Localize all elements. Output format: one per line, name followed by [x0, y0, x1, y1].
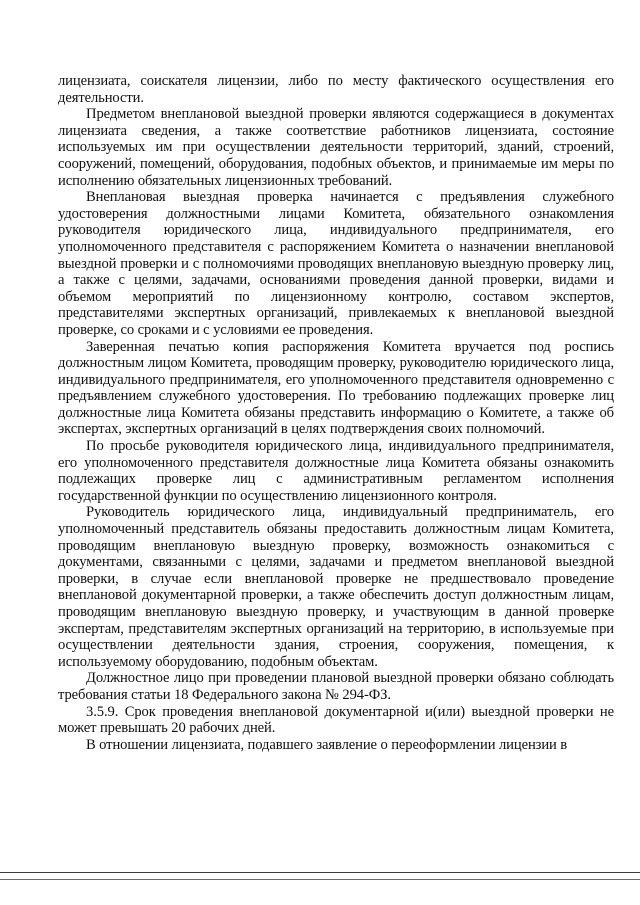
paragraph-7: Должностное лицо при проведении плановой выездной проверки обязано соблюдать требования статьи 18 Федерального закона № 294-ФЗ. [58, 670, 614, 703]
scan-edge-line [0, 872, 640, 873]
paragraph-1: лицензиата, соискателя лицензии, либо по месту фактического осуществления его деятельности. [58, 73, 614, 106]
paragraph-9: В отношении лицензиата, подавшего заявление о переоформлении лицензии в [86, 736, 568, 753]
paragraph-5: По просьбе руководителя юридического лица, индивидуального предпринимателя, его уполномоченного представителя должностные лица Комитета обязаны ознакомить подлежащих проверке лиц с административным регламентом исполнения государственной функции по осуществлению лицензионного контроля. [58, 438, 614, 504]
paragraph-2: Предметом внеплановой выездной проверки являются содержащиеся в документах лицензиата сведения, а также соответствие работников лицензиата, состояние используемых им при осуществлении деятельности территорий, зданий, строений, сооружений, помещений, оборудования, подобных объектов, и принимаемые им меры по исполнению обязательных лицензионных требований. [58, 106, 614, 189]
paragraph-8: 3.5.9. Срок проведения внеплановой документарной и(или) выездной проверки не может превышать 20 рабочих дней. [58, 703, 614, 737]
paragraph-6: Руководитель юридического лица, индивидуальный предприниматель, его уполномоченный представитель обязаны предоставить должностным лицам Комитета, проводящим внеплановую выездную проверку, возможность ознакомиться с документами, связанными с целями, задачами и предметом внеплановой выездной проверки, в случае если внеплановой проверке не предшествовало проведение внеплановой документарной проверки, а также обеспечить доступ должностным лицам, проводящим внеплановую выездную проверку, и участвующим в данной проверке экспертам, представителям экспертных организаций на территорию, в используемые при осуществлении деятельности здания, строения, сооружения, помещения, к используемому оборудованию, подобным объектам. [58, 504, 614, 670]
scan-edge-line [0, 879, 640, 880]
document-page [58, 73, 614, 753]
paragraph-3: Внеплановая выездная проверка начинается с предъявления служебного удостоверения должностными лицами Комитета, обязательного ознакомления руководителя юридического лица, индивидуального предпринимателя, его уполномоченного представителя с распоряжением Комитета о назначении внеплановой выездной проверки и с полномочиями проводящих внеплановую выездную проверку лиц, а также с целями, задачами, основаниями проведения данной проверки, видами и объемом мероприятий по лицензионному контролю, составом экспертов, представителями экспертных организаций, привлекаемых к внеплановой выездной проверке, со сроками и с условиями ее проведения. [58, 189, 614, 338]
paragraph-4: Заверенная печатью копия распоряжения Комитета вручается под роспись должностным лицом Комитета, проводящим проверку, руководителю юридического лица, индивидуального предпринимателя, его уполномоченного представителя одновременно с предъявлением служебного удостоверения. По требованию подлежащих проверке лиц должностные лица Комитета обязаны представить информацию о Комитете, а также об экспертах, экспертных организаций в целях подтверждения своих полномочий. [58, 338, 614, 438]
